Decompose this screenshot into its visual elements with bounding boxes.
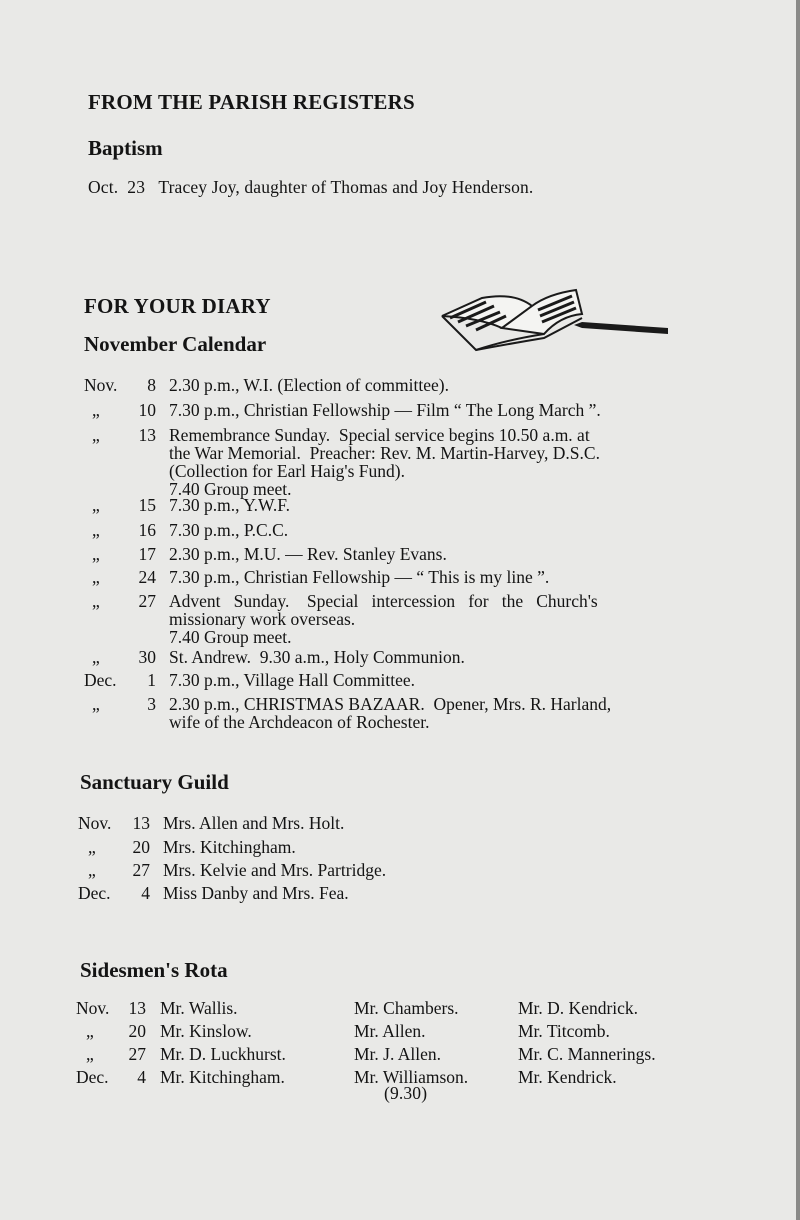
rota-month: „	[86, 1021, 94, 1041]
entry-line: Advent Sunday. Special intercession for the Church's	[169, 591, 598, 611]
entry-text	[169, 376, 704, 394]
rota-c3: Mr. Kendrick.	[518, 1067, 617, 1087]
entry-text	[169, 521, 704, 539]
calendar-entry	[84, 545, 704, 563]
diary-heading: FOR YOUR DIARY	[84, 294, 271, 318]
open-diary-with-pen-icon	[436, 288, 672, 358]
rota-c2: Mr. Williamson.	[354, 1067, 469, 1087]
sanctuary-row	[78, 884, 698, 902]
rota-c1: Mr. Kinslow.	[160, 1021, 252, 1041]
rota-c3: Mr. D. Kendrick.	[518, 998, 639, 1018]
entry-line: 7.40 Group meet.	[169, 479, 292, 499]
entry-month: Dec.	[84, 670, 117, 690]
entry-line: 2.30 p.m., M.U. — Rev. Stanley Evans.	[169, 544, 447, 564]
entry-line: the War Memorial. Preacher: Rev. M. Martin-Harvey, D.S.C.	[169, 443, 600, 463]
entry-day: 13	[138, 425, 156, 445]
entry-line: 7.30 p.m., Christian Fellowship — Film “ The Long March ”.	[169, 400, 601, 420]
rota-day: 20	[128, 1021, 146, 1041]
entry-day: 17	[138, 544, 156, 564]
entry-month: „	[92, 591, 100, 611]
calendar-entry	[84, 521, 704, 539]
row-day: 13	[132, 813, 150, 833]
rota-month: „	[86, 1044, 94, 1064]
row-month: Dec.	[78, 883, 111, 903]
baptism-title: Baptism	[88, 136, 163, 160]
rota-c3: Mr. Titcomb.	[518, 1021, 610, 1041]
sanctuary-title: Sanctuary Guild	[80, 770, 229, 794]
calendar-entry	[84, 591, 704, 647]
entry-month: „	[92, 400, 100, 420]
rota-c2: Mr. Allen.	[354, 1021, 426, 1041]
row-month: Nov.	[78, 813, 112, 833]
entry-line: 7.30 p.m., Y.W.F.	[169, 495, 290, 515]
entry-line: wife of the Archdeacon of Rochester.	[169, 712, 430, 732]
entry-text	[169, 426, 704, 498]
rota-c3: Mr. C. Mannerings.	[518, 1044, 656, 1064]
sidesmen-title: Sidesmen's Rota	[80, 958, 228, 982]
entry-line: 2.30 p.m., W.I. (Election of committee).	[169, 375, 449, 395]
row-text: Mrs. Allen and Mrs. Holt.	[163, 813, 345, 833]
entry-line: 7.40 Group meet.	[169, 627, 292, 647]
entry-day: 3	[147, 694, 156, 714]
entry-month: „	[92, 425, 100, 445]
baptism-entry: Oct. 23 Tracey Joy, daughter of Thomas and Joy Henderson.	[88, 177, 534, 197]
entry-text	[169, 592, 704, 646]
entry-day: 8	[147, 375, 156, 395]
registers-heading: FROM THE PARISH REGISTERS	[88, 90, 415, 114]
rota-c1: Mr. D. Luckhurst.	[160, 1044, 286, 1064]
entry-text	[169, 695, 704, 731]
entry-text	[169, 545, 704, 563]
rota-row	[76, 998, 716, 1016]
entry-line: (Collection for Earl Haig's Fund).	[169, 461, 405, 481]
calendar-entry	[84, 671, 704, 689]
sidesmen-footnote: (9.30)	[384, 1083, 428, 1103]
entry-month: „	[92, 647, 100, 667]
calendar-title: November Calendar	[84, 332, 267, 356]
calendar-entry	[84, 376, 704, 394]
entry-line: St. Andrew. 9.30 a.m., Holy Communion.	[169, 647, 465, 667]
row-day: 27	[132, 860, 150, 880]
entry-text	[169, 648, 704, 666]
row-text: Miss Danby and Mrs. Fea.	[163, 883, 349, 903]
calendar-entry	[84, 425, 704, 499]
row-text: Mrs. Kelvie and Mrs. Partridge.	[163, 860, 387, 880]
entry-day: 10	[138, 400, 156, 420]
rota-row	[76, 1044, 716, 1062]
entry-text	[169, 671, 704, 689]
entry-month: Nov.	[84, 375, 118, 395]
rota-day: 13	[128, 998, 146, 1018]
entry-line: 7.30 p.m., P.C.C.	[169, 520, 289, 540]
entry-day: 24	[138, 567, 156, 587]
row-day: 20	[132, 837, 150, 857]
row-month: „	[88, 860, 96, 880]
row-text: Mrs. Kitchingham.	[163, 837, 296, 857]
rota-month: Dec.	[76, 1067, 109, 1087]
entry-line: missionary work overseas.	[169, 609, 356, 629]
entry-day: 16	[138, 520, 156, 540]
rota-day: 4	[137, 1067, 146, 1087]
entry-month: „	[92, 567, 100, 587]
entry-month: „	[92, 544, 100, 564]
sanctuary-row	[78, 838, 698, 856]
entry-day: 15	[138, 495, 156, 515]
entry-text	[169, 401, 704, 419]
entry-line: 7.30 p.m., Village Hall Committee.	[169, 670, 416, 690]
rota-c1: Mr. Kitchingham.	[160, 1067, 285, 1087]
rota-c2: Mr. J. Allen.	[354, 1044, 442, 1064]
sanctuary-row	[78, 861, 698, 879]
entry-day: 1	[147, 670, 156, 690]
calendar-entry	[84, 694, 704, 732]
entry-text	[169, 496, 704, 514]
calendar-entry	[84, 496, 704, 514]
entry-line: Remembrance Sunday. Special service begins 10.50 a.m. at	[169, 425, 590, 445]
entry-day: 27	[138, 591, 156, 611]
calendar-entry	[84, 568, 704, 586]
entry-line: 2.30 p.m., CHRISTMAS BAZAAR. Opener, Mrs. R. Harland,	[169, 694, 612, 714]
entry-month: „	[92, 694, 100, 714]
calendar-entry	[84, 401, 704, 419]
row-month: „	[88, 837, 96, 857]
entry-text	[169, 568, 704, 586]
entry-month: „	[92, 520, 100, 540]
rota-day: 27	[128, 1044, 146, 1064]
sanctuary-row	[78, 814, 698, 832]
entry-day: 30	[138, 647, 156, 667]
row-day: 4	[141, 883, 150, 903]
entry-month: „	[92, 495, 100, 515]
rota-c2: Mr. Chambers.	[354, 998, 459, 1018]
rota-month: Nov.	[76, 998, 110, 1018]
rota-row	[76, 1021, 716, 1039]
rota-c1: Mr. Wallis.	[160, 998, 238, 1018]
calendar-entry	[84, 648, 704, 666]
page-edge	[796, 0, 800, 1220]
entry-line: 7.30 p.m., Christian Fellowship — “ This is my line ”.	[169, 567, 550, 587]
